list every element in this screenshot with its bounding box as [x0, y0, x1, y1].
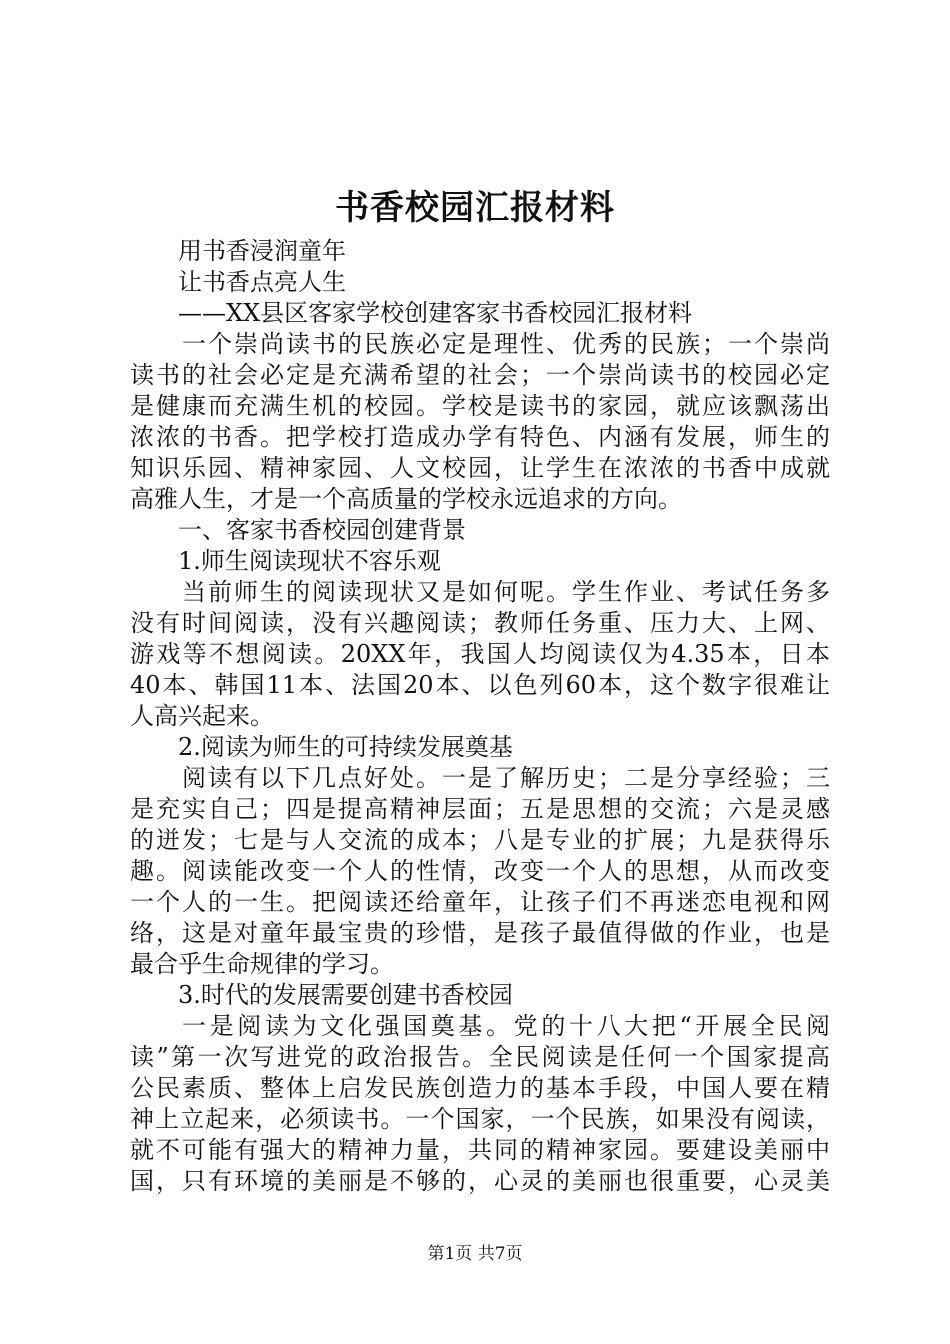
paragraph-line: 游戏等不想阅读。20XX年，我国人均阅读仅为4.35本，日本	[130, 640, 830, 668]
paragraph-line: 的迸发；七是与人交流的成本；八是专业的扩展；九是获得乐	[130, 826, 830, 854]
subtitle-line: ——XX县区客家学校创建客家书香校园汇报材料	[178, 299, 693, 327]
paragraph-line: 国，只有环境的美丽是不够的，心灵的美丽也很重要，心灵美	[130, 1167, 830, 1195]
paragraph-line: 趣。阅读能改变一个人的性情，改变一个人的思想，从而改变	[130, 857, 830, 885]
document-title: 书香校园汇报材料	[335, 188, 615, 228]
paragraph-line: 是充实自己；四是提高精神层面；五是思想的交流；六是灵感	[130, 795, 830, 823]
subtitle-line: 让书香点亮人生	[178, 268, 346, 296]
paragraph-line: 一个崇尚读书的民族必定是理性、优秀的民族；一个崇尚	[182, 330, 830, 358]
paragraph-line: 一是阅读为文化强国奠基。党的十八大把“开展全民阅	[182, 1012, 830, 1040]
subsection-heading: 1.师生阅读现状不容乐观	[178, 547, 441, 575]
paragraph-line: 40本、韩国11本、法国20本、以色列60本，这个数字很难让	[130, 671, 830, 699]
paragraph-line: 就不可能有强大的精神力量，共同的精神家园。要建设美丽中	[130, 1136, 830, 1164]
paragraph-line: 当前师生的阅读现状又是如何呢。学生作业、考试任务多	[182, 578, 830, 606]
paragraph-line: 知识乐园、精神家园、人文校园，让学生在浓浓的书香中成就	[130, 454, 830, 482]
paragraph-line: 最合乎生命规律的学习。	[130, 950, 394, 978]
subsection-heading: 2.阅读为师生的可持续发展奠基	[178, 733, 513, 761]
paragraph-line: 浓浓的书香。把学校打造成办学有特色、内涵有发展，师生的	[130, 423, 830, 451]
paragraph-line: 高雅人生，才是一个高质量的学校永远追求的方向。	[130, 485, 682, 513]
paragraph-line: 是健康而充满生机的校园。学校是读书的家园，就应该飘荡出	[130, 392, 830, 420]
paragraph-line: 读书的社会必定是充满希望的社会；一个崇尚读书的校园必定	[130, 361, 830, 389]
subsection-heading: 3.时代的发展需要创建书香校园	[178, 981, 513, 1009]
paragraph-line: 络，这是对童年最宝贵的珍惜，是孩子最值得做的作业，也是	[130, 919, 830, 947]
paragraph-line: 读”第一次写进党的政治报告。全民阅读是任何一个国家提高	[130, 1043, 830, 1071]
paragraph-line: 公民素质、整体上启发民族创造力的基本手段，中国人要在精	[130, 1074, 830, 1102]
paragraph-line: 没有时间阅读，没有兴趣阅读；教师任务重、压力大、上网、	[130, 609, 830, 637]
paragraph-line: 神上立起来，必须读书。一个国家，一个民族，如果没有阅读，	[130, 1105, 830, 1133]
subtitle-line: 用书香浸润童年	[178, 237, 346, 265]
paragraph-line: 一个人的一生。把阅读还给童年，让孩子们不再迷恋电视和网	[130, 888, 830, 916]
section-heading: 一、客家书香校园创建背景	[178, 516, 466, 544]
document-body	[130, 236, 830, 1197]
paragraph-line: 阅读有以下几点好处。一是了解历史；二是分享经验；三	[182, 764, 830, 792]
page-number-footer: 第1页 共7页	[427, 1244, 523, 1264]
paragraph-line: 人高兴起来。	[130, 702, 274, 730]
